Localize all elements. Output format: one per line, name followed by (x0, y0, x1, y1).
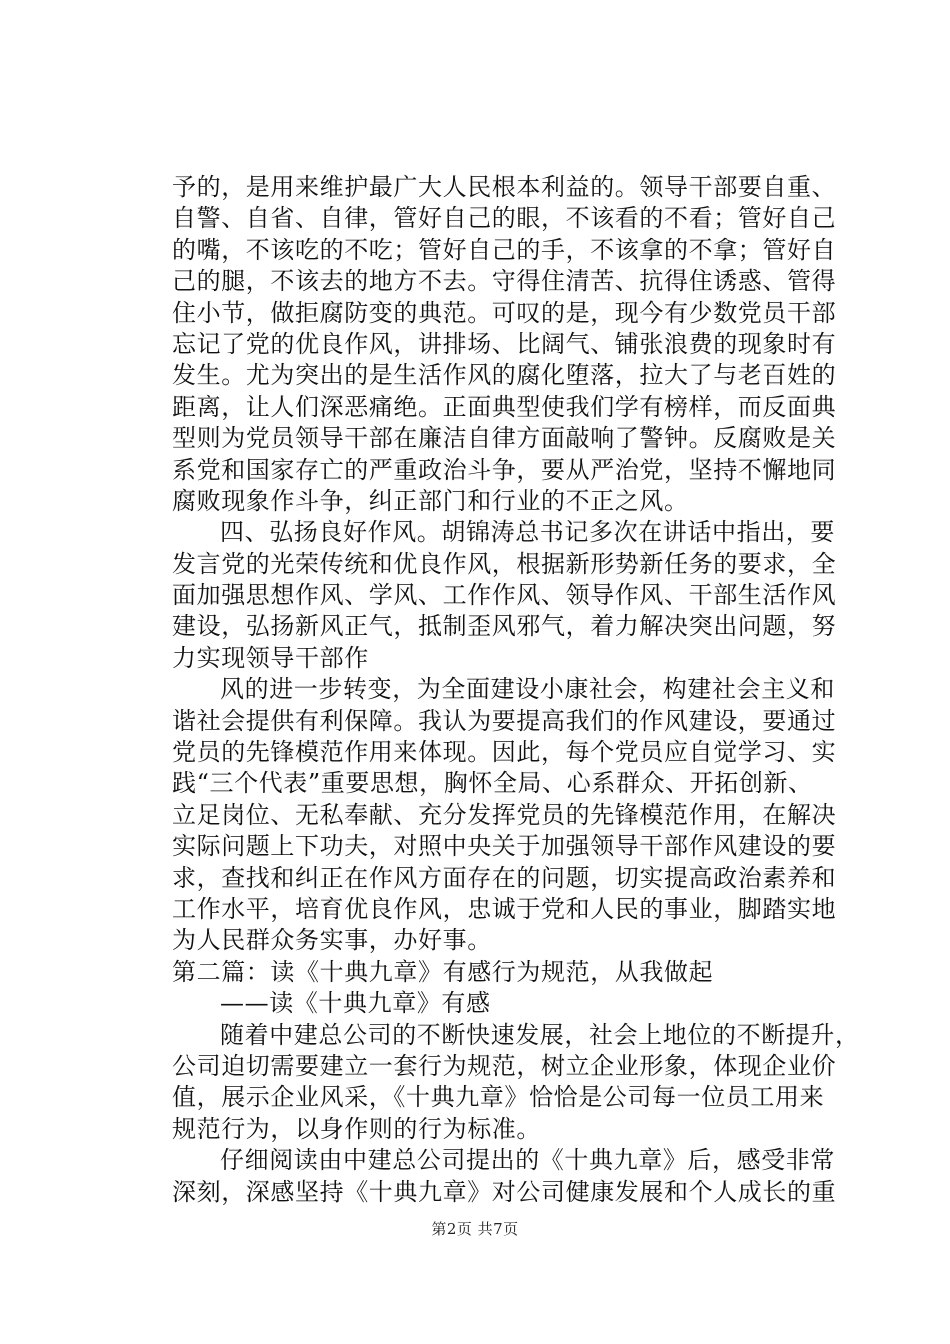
document-body (172, 172, 860, 1208)
text-line: 党员的先锋模范作用来体现。因此，每个党员应自觉学习、实 (172, 738, 837, 767)
text-line: 予的，是用来维护最广大人民根本利益的。领导干部要自重、 (172, 173, 837, 201)
text-line: 实际问题上下功夫，对照中央关于加强领导干部作风建设的要 (172, 832, 837, 861)
text-line: 距离，让人们深恶痛绝。正面典型使我们学有榜样，而反面典 (172, 392, 837, 421)
text-line: 规范行为，以身作则的行为标准。 (172, 1114, 541, 1143)
text-line: 腐败现象作斗争，纠正部门和行业的不正之风。 (172, 486, 689, 515)
text-line: 仔细阅读由中建总公司提出的《十典九章》后，感受非常 (220, 1146, 835, 1175)
text-line: 随着中建总公司的不断快速发展，社会上地位的不断提升， (220, 1020, 860, 1049)
text-line: 风的进一步转变，为全面建设小康社会，构建社会主义和 (220, 675, 835, 704)
text-line: 的嘴，不该吃的不吃；管好自己的手，不该拿的不拿；管好自 (172, 235, 837, 264)
text-line: 立足岗位、无私奉献、充分发挥党员的先锋模范作用，在解决 (172, 800, 837, 829)
text-line: 求，查找和纠正在作风方面存在的问题，切实提高政治素养和 (172, 863, 837, 892)
text-line: 力实现领导干部作 (172, 643, 369, 672)
text-line: 深刻，深感坚持《十典九章》对公司健康发展和个人成长的重 (172, 1177, 837, 1206)
page-number: 第2页 共7页 (431, 1220, 519, 1238)
text-line: 践“三个代表”重要思想，胸怀全局、心系群众、开拓创新、 (172, 769, 813, 798)
text-line: 值，展示企业风采，《十典九章》恰恰是公司每一位员工用来 (172, 1083, 825, 1112)
section-subheading: ——读《十典九章》有感 (220, 989, 491, 1018)
text-line: 建设，弘扬新风正气，抵制歪风邪气，着力解决突出问题，努 (172, 612, 837, 641)
text-line: 面加强思想作风、学风、工作作风、领导作风、干部生活作风 (172, 581, 837, 610)
text-line: 公司迫切需要建立一套行为规范，树立企业形象，体现企业价 (172, 1051, 837, 1080)
text-line: 型则为党员领导干部在廉洁自律方面敲响了警钟。反腐败是关 (172, 424, 837, 453)
text-line: 发生。尤为突出的是生活作风的腐化堕落，拉大了与老百姓的 (172, 361, 837, 390)
text-line: 系党和国家存亡的严重政治斗争，要从严治党，坚持不懈地同 (172, 455, 837, 484)
text-line: 发言党的光荣传统和优良作风，根据新形势新任务的要求，全 (172, 549, 837, 578)
text-line: 自警、自省、自律，管好自己的眼，不该看的不看；管好自己 (172, 204, 837, 233)
text-line: 忘记了党的优良作风，讲排场、比阔气、铺张浪费的现象时有 (172, 329, 837, 358)
text-line: 为人民群众务实事，办好事。 (172, 926, 492, 955)
text-line: 谐社会提供有利保障。我认为要提高我们的作风建设，要通过 (172, 706, 837, 735)
section-heading: 第二篇：读《十典九章》有感行为规范，从我做起 (172, 957, 714, 986)
text-line: 住小节，做拒腐防变的典范。可叹的是，现今有少数党员干部 (172, 298, 837, 327)
text-line: 工作水平，培育优良作风，忠诚于党和人民的事业，脚踏实地 (172, 894, 837, 923)
text-line: 己的腿，不该去的地方不去。守得住清苦、抗得住诱惑、管得 (172, 267, 837, 296)
text-line: 四、弘扬良好作风。胡锦涛总书记多次在讲话中指出，要 (220, 518, 835, 547)
